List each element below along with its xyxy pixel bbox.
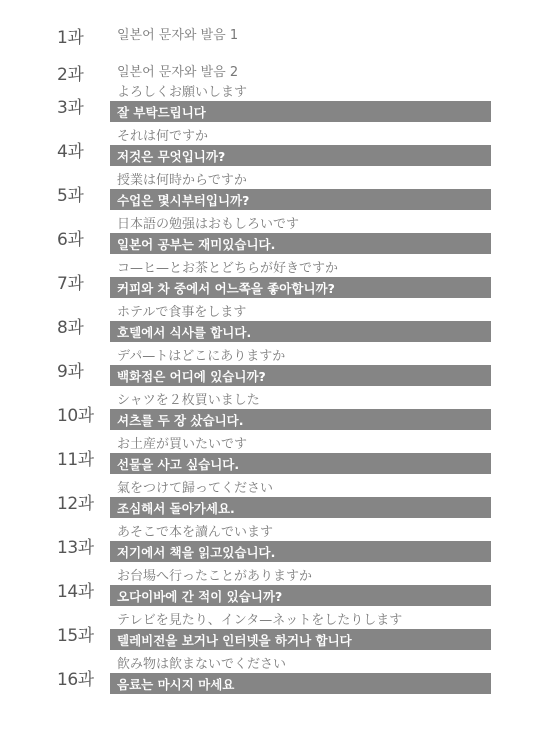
lesson-number: 15과 bbox=[57, 626, 94, 646]
korean-translation-bar bbox=[110, 673, 491, 694]
lesson-number: 11과 bbox=[57, 450, 94, 470]
korean-translation-bar bbox=[110, 629, 491, 650]
korean-translation-bar bbox=[110, 233, 491, 254]
korean-translation: 음료는 마시지 마세요 bbox=[117, 677, 235, 692]
korean-translation-bar bbox=[110, 453, 491, 474]
korean-translation-bar bbox=[110, 541, 491, 562]
japanese-phrase: 日本語の勉强はおもしろいです bbox=[117, 217, 300, 232]
lesson-number: 14과 bbox=[57, 582, 94, 602]
japanese-phrase: 飮み物は飮まないでください bbox=[117, 657, 287, 672]
lesson-number: 2과 bbox=[57, 65, 84, 85]
korean-translation: 조심해서 돌아가세요. bbox=[117, 501, 235, 516]
korean-translation: 텔레비전을 보거나 인터넷을 하거나 합니다 bbox=[117, 633, 352, 648]
lesson-number: 13과 bbox=[57, 538, 94, 558]
korean-translation-bar bbox=[110, 189, 491, 210]
lesson-number: 16과 bbox=[57, 670, 94, 690]
lesson-number: 8과 bbox=[57, 318, 84, 338]
japanese-phrase: よろしくお願いします bbox=[117, 85, 248, 100]
korean-translation-bar bbox=[110, 409, 491, 430]
lesson-number: 7과 bbox=[57, 274, 84, 294]
korean-translation-bar bbox=[110, 101, 491, 122]
korean-translation: 저기에서 책을 읽고있습니다. bbox=[117, 545, 276, 560]
japanese-phrase: ホテルで食事をします bbox=[117, 305, 247, 320]
korean-translation: 잘 부탁드립니다 bbox=[117, 105, 206, 120]
japanese-phrase: テレビを見たり、インタ—ネットをしたりします bbox=[117, 613, 403, 628]
lesson-title: 일본어 문자와 발음 1 bbox=[117, 28, 239, 43]
lesson-number: 6과 bbox=[57, 230, 84, 250]
korean-translation-bar bbox=[110, 277, 491, 298]
japanese-phrase: それは何ですか bbox=[117, 129, 209, 144]
korean-translation: 일본어 공부는 재미있습니다. bbox=[117, 237, 276, 252]
lesson-title: 일본어 문자와 발음 2 bbox=[117, 65, 239, 80]
korean-translation-bar bbox=[110, 321, 491, 342]
japanese-phrase: お台場へ行ったことがありますか bbox=[117, 569, 313, 584]
korean-translation: 선물을 사고 싶습니다. bbox=[117, 457, 240, 472]
korean-translation: 오다이바에 간 적이 있습니까? bbox=[117, 589, 283, 604]
lesson-number: 3과 bbox=[57, 98, 84, 118]
japanese-phrase: コ—ヒ—とお茶とどちらが好きですか bbox=[117, 261, 339, 276]
korean-translation-bar bbox=[110, 365, 491, 386]
lesson-number: 12과 bbox=[57, 494, 94, 514]
lesson-number: 5과 bbox=[57, 186, 84, 206]
korean-translation: 백화점은 어디에 있습니까? bbox=[117, 369, 266, 384]
korean-translation: 커피와 차 중에서 어느쪽을 좋아합니까? bbox=[117, 281, 335, 296]
lesson-number: 1과 bbox=[57, 28, 84, 48]
korean-translation-bar bbox=[110, 145, 491, 166]
japanese-phrase: シャツを２枚買いました bbox=[117, 393, 260, 408]
korean-translation: 셔츠를 두 장 샀습니다. bbox=[117, 413, 244, 428]
korean-translation: 저것은 무엇입니까? bbox=[117, 149, 226, 164]
korean-translation: 호텔에서 식사를 합니다. bbox=[117, 325, 252, 340]
korean-translation-bar bbox=[110, 497, 491, 518]
lesson-number: 9과 bbox=[57, 362, 84, 382]
japanese-phrase: 氣をつけて歸ってください bbox=[117, 481, 274, 496]
japanese-phrase: あそこで本を讀んでいます bbox=[117, 525, 274, 540]
japanese-phrase: お土産が買いたいです bbox=[117, 437, 248, 452]
korean-translation: 수업은 몇시부터입니까? bbox=[117, 193, 250, 208]
lesson-number: 10과 bbox=[57, 406, 94, 426]
japanese-phrase: 授業は何時からですか bbox=[117, 173, 247, 188]
korean-translation-bar bbox=[110, 585, 491, 606]
lesson-number: 4과 bbox=[57, 142, 84, 162]
japanese-phrase: デパ—トはどこにありますか bbox=[117, 349, 286, 364]
